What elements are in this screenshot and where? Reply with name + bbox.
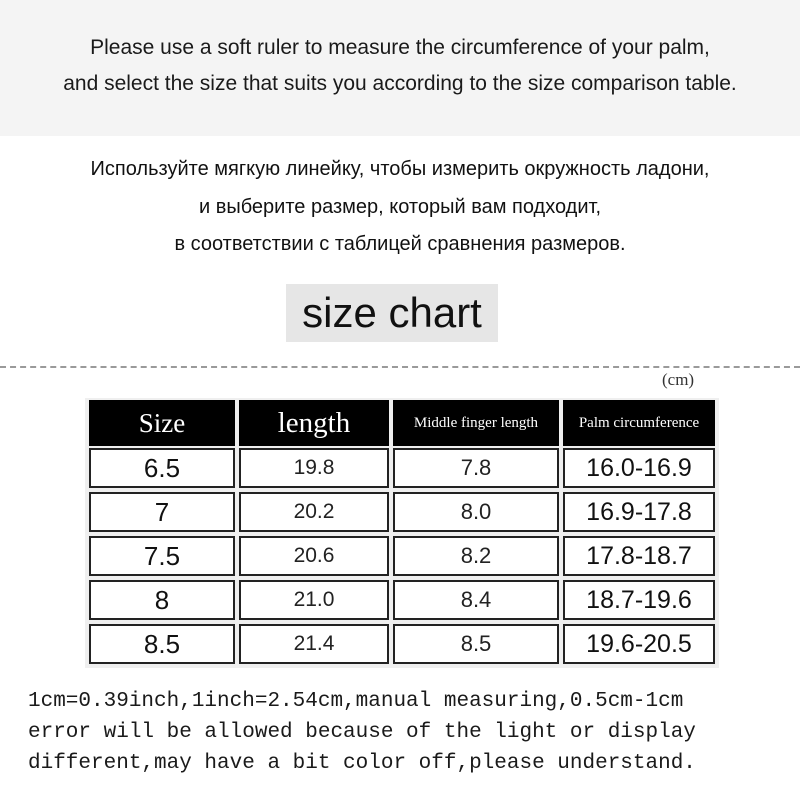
table-cell-middle-finger: 8.0: [393, 492, 559, 532]
english-instruction-line-2: and select the size that suits you according to the size comparison table.: [63, 72, 737, 95]
russian-instruction-line-3: в соответствии с таблицей сравнения размеров.: [174, 233, 626, 255]
measurement-note: [28, 686, 788, 779]
table-header-middle-finger-length: Middle finger length: [393, 400, 559, 446]
table-cell-size: 7: [89, 492, 235, 532]
table-cell-palm: 16.9-17.8: [563, 492, 715, 532]
size-table: [85, 398, 719, 668]
table-cell-palm: 16.0-16.9: [563, 448, 715, 488]
table-cell-size: 6.5: [89, 448, 235, 488]
table-cell-size: 7.5: [89, 536, 235, 576]
table-cell-length: 19.8: [239, 448, 389, 488]
english-instructions-band: [0, 0, 800, 136]
unit-label: (cm): [662, 370, 695, 389]
english-instruction-line-1: Please use a soft ruler to measure the circumference of your palm,: [90, 36, 710, 59]
table-cell-size: 8.5: [89, 624, 235, 664]
table-cell-length: 20.6: [239, 536, 389, 576]
note-line-1: 1cm=0.39inch,1inch=2.54cm,manual measuring,0.5cm-1cm: [28, 690, 684, 713]
table-cell-middle-finger: 7.8: [393, 448, 559, 488]
table-cell-length: 21.0: [239, 580, 389, 620]
table-cell-length: 21.4: [239, 624, 389, 664]
table-header-length: length: [239, 400, 389, 446]
note-line-2: error will be allowed because of the light or display: [28, 721, 696, 744]
size-chart-title: size chart: [286, 284, 498, 342]
note-line-3: different,may have a bit color off,please understand.: [28, 752, 696, 775]
russian-instruction-line-2: и выберите размер, который вам подходит,: [198, 196, 602, 218]
table-cell-palm: 19.6-20.5: [563, 624, 715, 664]
russian-instruction-line-1: Используйте мягкую линейку, чтобы измерить окружность ладони,: [90, 158, 710, 180]
table-cell-palm: 18.7-19.6: [563, 580, 715, 620]
table-cell-length: 20.2: [239, 492, 389, 532]
table-header-size: Size: [89, 400, 235, 446]
dashed-divider: [0, 366, 800, 368]
table-cell-middle-finger: 8.5: [393, 624, 559, 664]
table-cell-palm: 17.8-18.7: [563, 536, 715, 576]
table-cell-size: 8: [89, 580, 235, 620]
table-header-palm-circumference: Palm circumference: [563, 400, 715, 446]
table-cell-middle-finger: 8.4: [393, 580, 559, 620]
table-cell-middle-finger: 8.2: [393, 536, 559, 576]
